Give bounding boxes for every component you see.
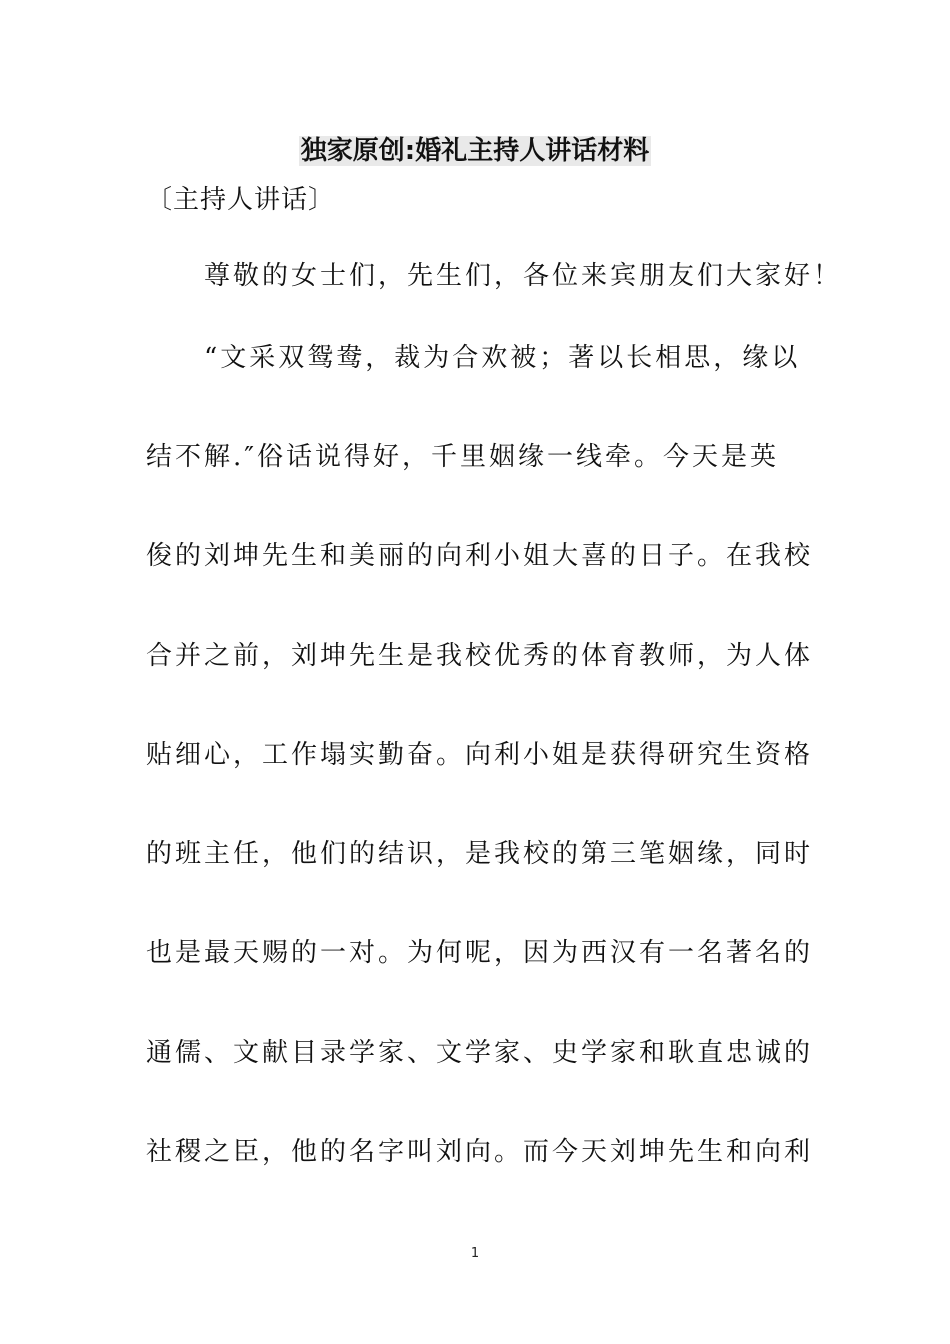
paragraph-line: 通儒、文献目录学家、文学家、史学家和耿直忠诚的: [146, 1038, 814, 1068]
paragraph-line: 结不解.″俗话说得好，千里姻缘一线牵。今天是英: [146, 442, 779, 472]
section-label: 〔主持人讲话〕: [146, 185, 336, 215]
paragraph-line: 也是最天赐的一对。为何呢，因为西汉有一名著名的: [146, 938, 814, 968]
paragraph-line: 尊敬的女士们，先生们，各位来宾朋友们大家好！: [204, 261, 843, 291]
paragraph-line: 俊的刘坤先生和美丽的向利小姐大喜的日子。在我校: [146, 541, 814, 571]
paragraph-line: “文采双鸳鸯，裁为合欢被；著以长相思，缘以: [204, 343, 801, 373]
paragraph-line: 的班主任，他们的结识，是我校的第三笔姻缘，同时: [146, 839, 814, 869]
document-title: [0, 133, 950, 169]
paragraph-line: 贴细心，工作塌实勤奋。向利小姐是获得研究生资格: [146, 740, 814, 770]
document-title-text: 独家原创:婚礼主持人讲话材料: [300, 136, 650, 166]
page-number: 1: [470, 1246, 480, 1261]
paragraph-line: 社稷之臣，他的名字叫刘向。而今天刘坤先生和向利: [146, 1137, 814, 1167]
paragraph-line: 合并之前，刘坤先生是我校优秀的体育教师，为人体: [146, 641, 814, 671]
